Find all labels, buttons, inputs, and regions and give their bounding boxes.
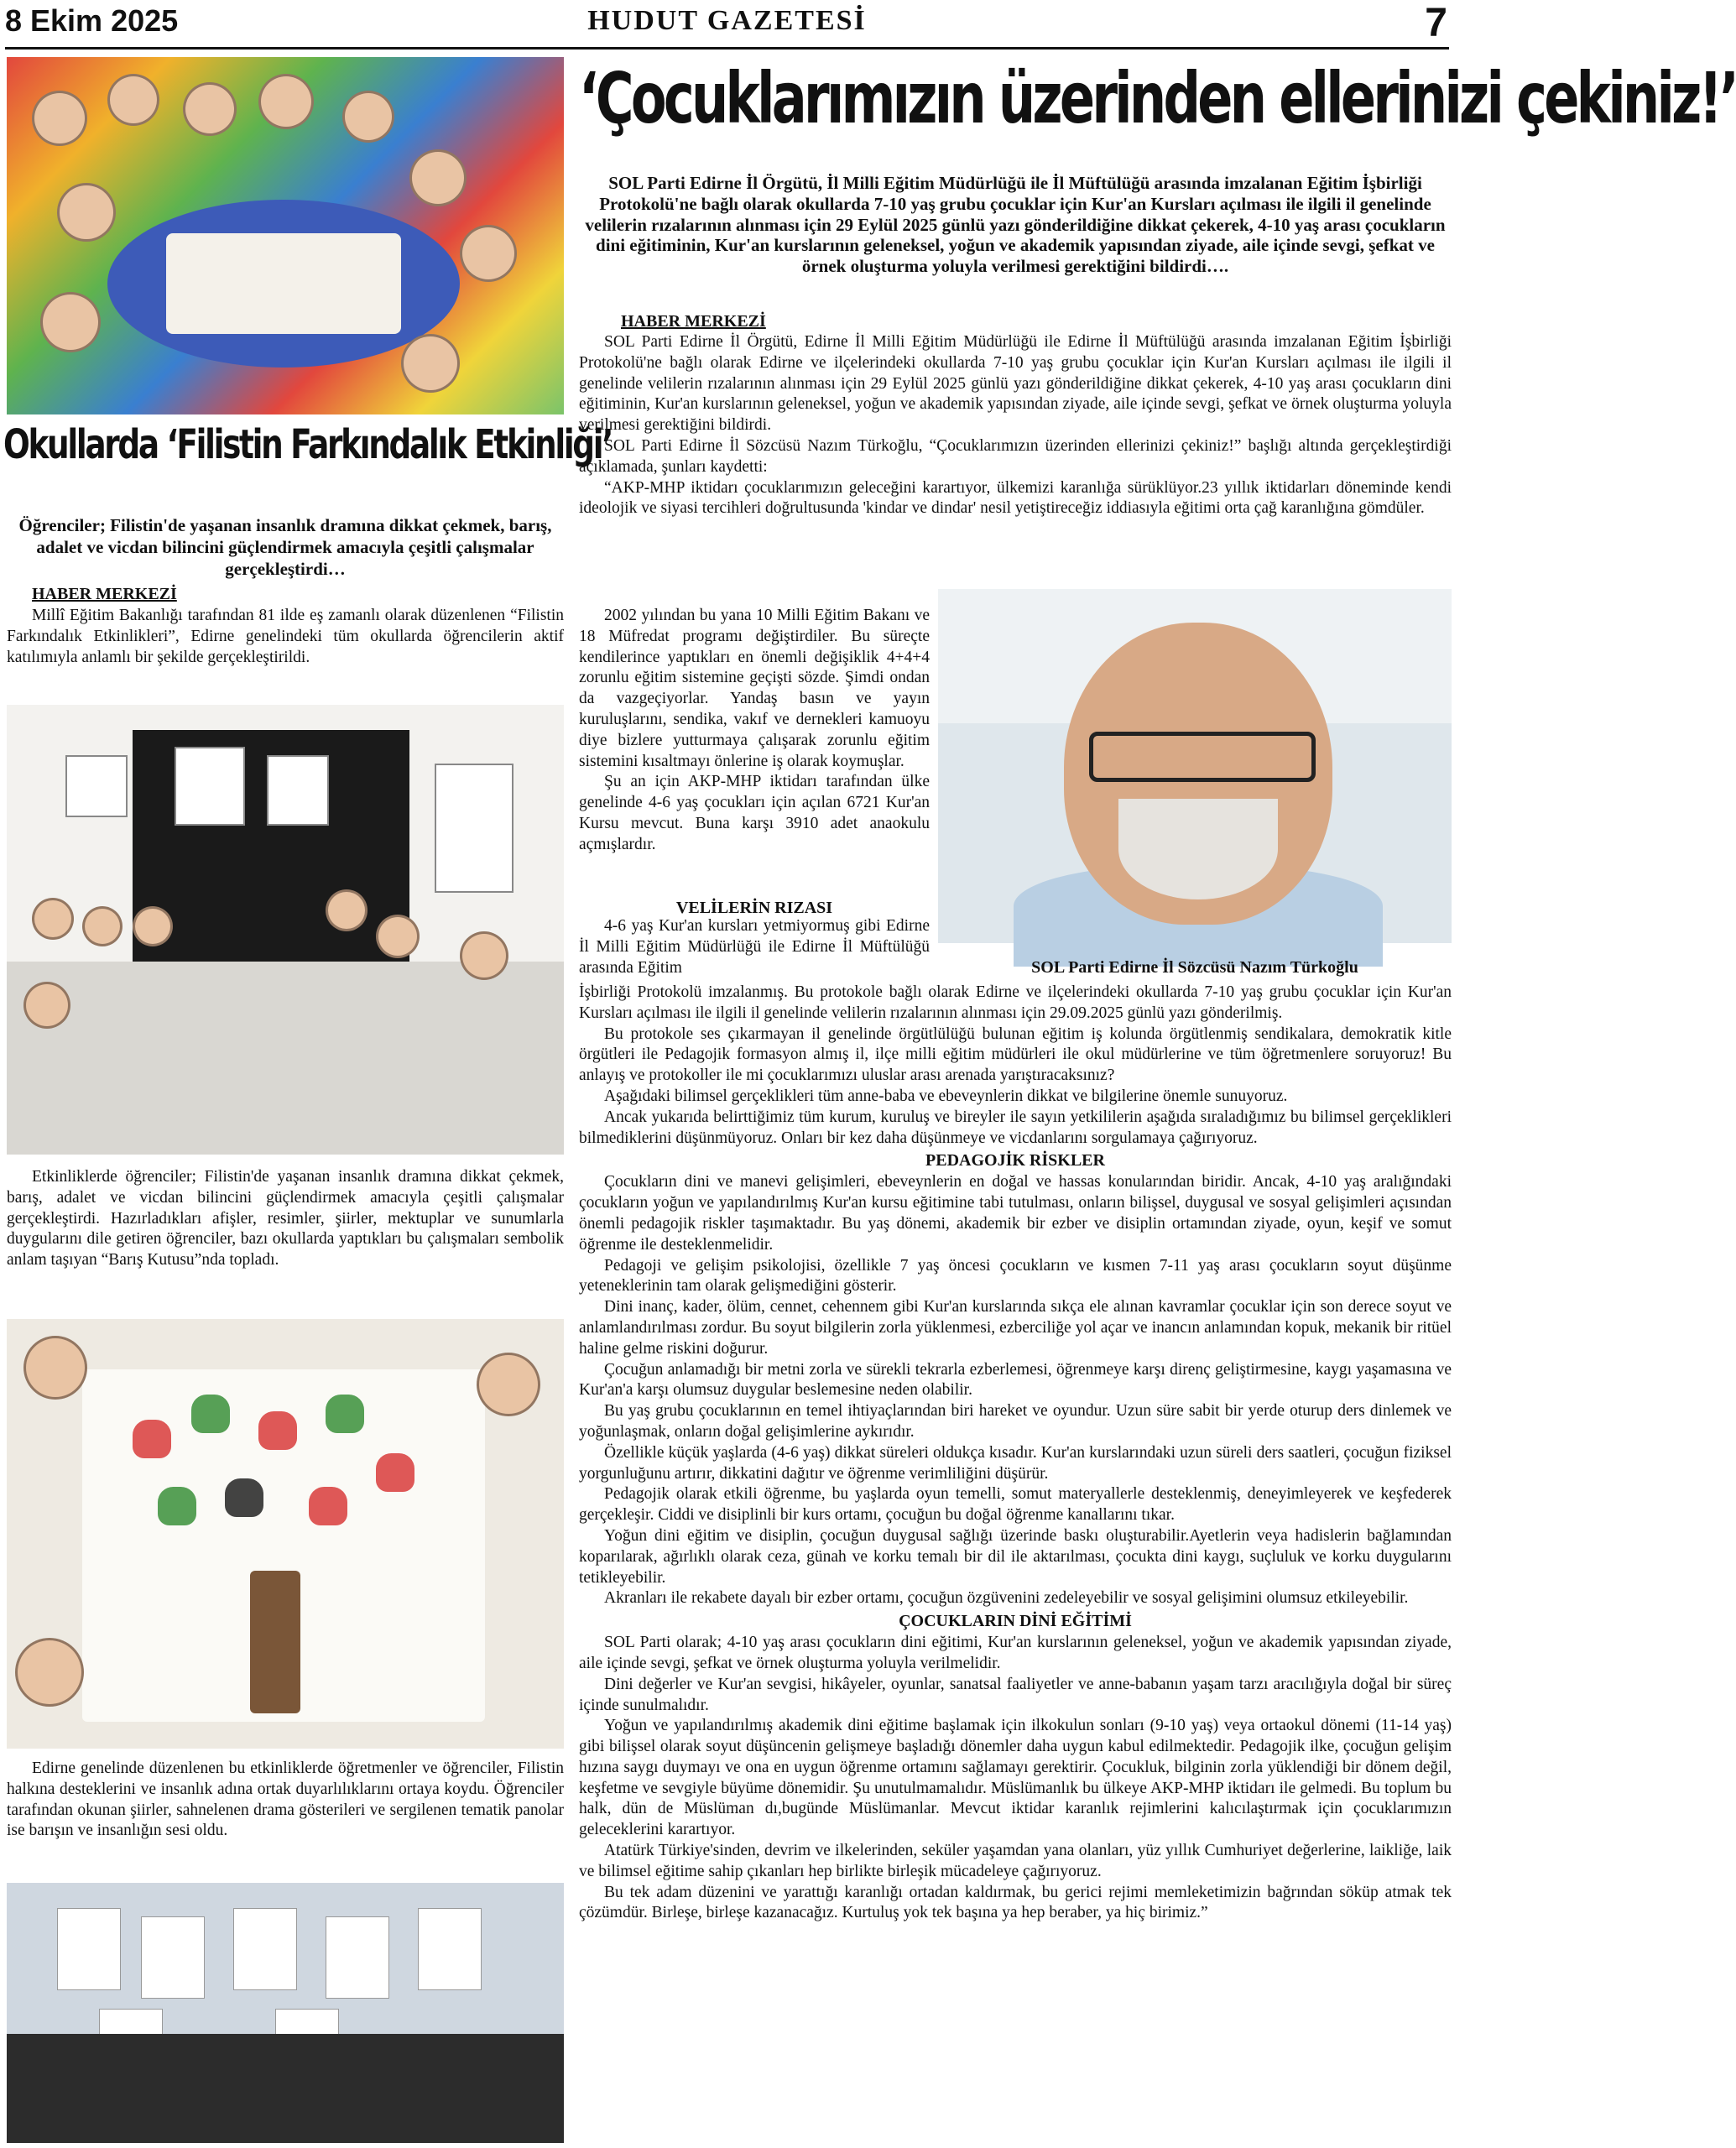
left-paragraph: Etkinliklerde öğrenciler; Filistin'de yaşanan insanlık dramına dikkat çekmek, barış, adalet ve vicdan bilincini güçlendirmek amacıyla çeşitli çalışmalar gerçekleştirdi. Hazırladıkları afişler, resimler, şiirler, mektuplar ve sunumlarla duygularını dile getiren öğrenciler, bazı okullarda yaptıkları bu çalışmaları sembolik anlam taşıyan “Barış Kutusu”nda topladı. xyxy=(7,1168,564,1270)
photo-paper-shape xyxy=(141,1916,205,1999)
right-paragraph: Yoğun ve yapılandırılmış akademik dini eğitime başlamak için ilkokulun sonları (9-10 yaş) veya ortaokul dönemi (11-14 yaş) gibi bilişsel olarak soyut düşüncenin gelişmeye başladığı dönemler daha uygun kabul edilmektedir. Pedagojik ilke, çocuğun gelişim hızına saygı duymayı ve ona en uygun öğrenme ortamını sağlamayı gerektirir. Çocukluk, bilginin zorla yüklendiği bir dönem değil, keşfetme ve sevgiyle büyüme dönemidir. Şu unutulmamalıdır. Müslümanlık bu ülkeye AKP-MHP iktidarı ile gelmedi. Bu toplum bu halk, dün de Müslüman dı,bugünde Müslümanlar. Mevcut iktidar karanlık rejimlerini kalıcılaştırmak için çocuklarımızın geleceklerini karartıyor. xyxy=(579,1717,1452,1839)
right-paragraph: Atatürk Türkiye'sinden, devrim ve ilkelerinden, seküler yaşamdan yana olanları, yüz yıllık Cumhuriyet değerlerine, laikliğe, laik ve bilimsel eğitime sahip çıkanları hep birlikte birleşik mücadeleye çağırıyoruz. xyxy=(579,1842,1452,1880)
photo-handprint-shape xyxy=(158,1487,196,1525)
right-paragraph: SOL Parti Edirne İl Sözcüsü Nazım Türkoğlu, “Çocuklarımızın üzerinden ellerinizi çekiniz!” başlığı altında gerçekleştirdiği açıklamada, şunları kaydetti: xyxy=(579,436,1452,476)
photo-beard-shape xyxy=(1118,799,1278,899)
right-paragraph: Dini inanç, kader, ölüm, cennet, cehennem gibi Kur'an kurslarında sıkça ele alınan kavramlar çocuklar için son derece soyut ve anlamlandırılması zordur. Bu soyut bilgilerin zorla yüklenmesi, ezberciliğe yol açar ve inancın anlamından kopuk, mekanik bir ritüel haline gelme riskini doğurur. xyxy=(579,1298,1452,1358)
right-paragraph: “AKP-MHP iktidarı çocuklarımızın geleceğini karartıyor, ülkemizi karanlığa sürüklüyor.23 yıllık iktidarları döneminde kendi ideolojik ve siyasi tercihleri doğrultusunda 'kindar ve dindar' nesil yetiştireceğiz iddiasıyla eğitimi orta çağ karanlığına gömdüler. xyxy=(579,478,1452,518)
right-paragraph: 2002 yılından bu yana 10 Milli Eğitim Bakanı ve 18 Müfredat programı değiştirdiler. Bu süreçte kendilerince yaptıkları en önemli değişiklik 4+4+4 zorunlu eğitim sistemine geçişti sözde. Şimdi ondan da vazgeçiyorlar. Yandaş basın ve yayın kuruluşlarını, sendika, vakıf ve dernekleri kamuoyu diye bizlere yutturmaya çalışarak zorunlu eğitim sistemini kısaltmayı önlerine iş olarak koymuşlar. xyxy=(579,607,930,770)
photo-child-head xyxy=(342,91,394,143)
photo-floor-shape xyxy=(7,962,564,1155)
photo-students-shape xyxy=(7,2034,564,2143)
photo-classroom-papers xyxy=(7,1883,564,2143)
photo-card-shape xyxy=(175,747,245,826)
right-paragraph: Pedagoji ve gelişim psikolojisi, özellikle 7 yaş öncesi çocukların ve kısmen 7-11 yaş arası çocukların soyut düşünme yeteneklerinin tam olarak gelişmediğini gösterir. xyxy=(579,1256,1452,1296)
photo-child-head xyxy=(107,74,159,126)
left-paragraph: Edirne genelinde düzenlenen bu etkinliklerde öğretmenler ve öğrenciler, Filistin halkına desteklerini ve insanlık adına ortak duyarlılıklarını ortaya koydu. Öğrenciler tarafından okunan şiirler, sahnelenen drama gösterileri ve sergilenen tematik panolar ise barışın ve insanlığın sesi oldu. xyxy=(7,1760,564,1840)
photo-child-head xyxy=(258,74,314,129)
right-narrow-column xyxy=(579,606,930,856)
photo-handprint-shape xyxy=(309,1487,347,1525)
right-paragraph: Pedagojik olarak etkili öğrenme, bu yaşlarda oyun temelli, somut materyallerle desteklenmiş, deneyimleyerek ve keşfederek gerçekleşir. Ciddi ve disiplinli bir kurs ortamı, çocuğun bu doğal öğrenme kanallarını tıkar. xyxy=(579,1485,1452,1525)
photo-paper-shape xyxy=(418,1908,482,1990)
photo-child-head xyxy=(460,225,517,282)
subheading-dini-egitim: ÇOCUKLARIN DİNİ EĞİTİMİ xyxy=(899,1612,1132,1631)
page-number: 7 xyxy=(1425,1,1447,45)
right-paragraph: Çocuğun anlamadığı bir metni zorla ve sürekli tekrarla ezberlemesi, öğrenmeye karşı direnç geliştirmesine, kaygı yaşamasına ve Kur'an'a karşı olumsuz duygular beslemesine neden olabilir. xyxy=(579,1360,1452,1400)
photo-handprint-shape xyxy=(225,1478,263,1517)
right-paragraph: Aşağıdaki bilimsel gerçeklikleri tüm anne-baba ve ebeveynlerin dikkat ve bilgilerine önemle sunuyoruz. xyxy=(604,1087,1288,1105)
photo-poster-shape xyxy=(166,233,401,334)
photo-card-shape xyxy=(435,764,514,893)
photo-child-head xyxy=(183,82,237,136)
photo-child-head xyxy=(477,1353,540,1416)
photo-portrait-spokesman xyxy=(938,589,1452,943)
right-paragraph: Bu tek adam düzenini ve yarattığı karanlığı ortadan kaldırmak, bu gerici rejimi memleketimizin bağrından söküp atmak tek çözümdür. Birleşe, birleşe kazanacağız. Kurtuluş yok tek başına ya hep beraber, ya hiç birimiz.” xyxy=(579,1883,1452,1922)
right-paragraph: SOL Parti olarak; 4-10 yaş arası çocukların dini eğitimi, Kur'an kurslarının geleneksel, yoğun ve akademik yapısından ziyade, aile içinde sevgi, şefkat ve örnek oluşturma yoluyla verilmelidir. xyxy=(579,1634,1452,1672)
right-paragraph: Bu yaş grubu çocuklarının en temel ihtiyaçlarından biri hareket ve oyundur. Uzun süre sabit bir yerde oturup ders dinlemek ve yoğunlaşmak, onların doğal gelişimlerine aykırıdır. xyxy=(579,1402,1452,1441)
photo-caption: SOL Parti Edirne İl Sözcüsü Nazım Türkoğlu xyxy=(1031,958,1358,977)
photo-child-head xyxy=(376,915,420,958)
photo-child-head xyxy=(82,906,123,946)
right-paragraph: Yoğun dini eğitim ve disiplin, çocuğun duygusal sağlığı üzerinde baskı oluşturabilir.Ayetlerin veya hadislerin bağlamından koparılarak, ağırlıklı olarak ceza, günah ve korku temalı bir dil ile aktarılması, çocukta dini kaygı, suçluluk ve korku duygularını tetikleyebilir. xyxy=(579,1526,1452,1587)
right-paragraph: SOL Parti Edirne İl Örgütü, Edirne İl Milli Eğitim Müdürlüğü ile Edirne İl Müftülüğü arasında imzalanan Eğitim İşbirliği Protokolü'ne bağlı olarak Edirne ve ilçelerindeki okullarda 7-10 yaş grubu çocuklar için Kur'an Kursları açılması ile ilgili il genelinde velilerin rızalarının alınması için 29 Eylül 2025 günlü yazı gönderildiğine dikkat çekerek, 4-10 yaş arası çocukların dini eğitiminin, Kur'an kurslarının geleneksel, yoğun ve akademik yapısından ziyade, aile içinde sevgi, şefkat ve örnek oluşturma yoluyla verilmesi gerektiğini bildirdi. xyxy=(579,333,1452,435)
photo-kids-classroom-board xyxy=(7,705,564,1155)
right-byline: HABER MERKEZİ xyxy=(621,312,766,331)
photo-kids-on-mat xyxy=(7,57,564,414)
photo-child-head xyxy=(409,149,467,206)
photo-handprint-shape xyxy=(258,1411,297,1450)
photo-handprint-shape xyxy=(191,1395,230,1433)
left-spot: Öğrenciler; Filistin'de yaşanan insanlık dramına dikkat çekmek, barış, adalet ve vicdan bilincini güçlendirmek amacıyla çeşitli çalışmalar gerçekleştirdi… xyxy=(18,515,552,579)
photo-glasses-shape xyxy=(1089,732,1316,782)
photo-child-head xyxy=(23,1336,87,1400)
photo-child-head xyxy=(401,334,460,393)
photo-handprint-tree xyxy=(7,1319,564,1749)
photo-tree-trunk-shape xyxy=(250,1571,300,1713)
right-headline: ‘Çocuklarımızın üzerinden ellerinizi çekiniz!’ xyxy=(579,57,1736,139)
photo-child-head xyxy=(326,889,368,931)
left-headline: Okullarda ‘Filistin Farkındalık Etkinliği’ xyxy=(3,421,613,468)
right-paragraph: Şu an için AKP-MHP iktidarı tarafından ülke genelinde 4-6 yaş çocukları için açılan 6721 Kur'an Kursu mevcut. Buna karşı 3910 adet anaokulu açmışlardır. xyxy=(579,773,930,853)
photo-child-head xyxy=(32,898,74,940)
photo-child-head xyxy=(40,292,101,352)
header-rule xyxy=(5,47,1449,50)
right-paragraph: Ancak yukarıda belirttiğimiz tüm kurum, kuruluş ve bireyler ile sayın yetkililerin aşağıda sıraladığımız bu bilimsel gerçeklikleri bilmediklerini düşünmüyoruz. Onları bir kez daha düşünmeye ve vicdanlarını sorgulamaya çağırıyoruz. xyxy=(579,1108,1452,1147)
right-paragraph: Dini değerler ve Kur'an sevgisi, hikâyeler, oyunlar, sanatsal faaliyetler ve anne-babanın yaşam tarzı aracılığıyla doğal bir süreç içinde sunulmalıdır. xyxy=(579,1675,1452,1714)
photo-card-shape xyxy=(267,755,329,826)
photo-child-head xyxy=(57,183,116,242)
right-paragraph: Çocukların dini ve manevi gelişimleri, ebeveynlerin en doğal ve hassas konularından biridir. Ancak, 4-10 yaş aralığındaki çocukların yoğun ve yapılandırılmış Kur'an kursu eğitimine tabi tutulması, onların bilişsel, duygusal ve sosyal gelişimleri açısından önemli pedagojik riskler taşımaktadır. Bu yaş dönemi, akademik bir ezber ve disiplin ortamından ziyade, oyun, keşif ve somut öğrenme ile desteklenmelidir. xyxy=(579,1173,1452,1254)
photo-child-head xyxy=(460,931,508,980)
right-paragraph: Bu protokole ses çıkarmayan il genelinde örgütlülüğü bulunan eğitim iş kolunda örgütlenmiş sendikalara, demokratik kitle örgütleri ile Pedagojik formasyon almış il, ilçe milli eğitim müdürleri ile okul müdürlerine ve tüm öğretmenlere soruyoruz! Bu anlayış ve protokoller ile mi çocuklarımızı uluslar arası arenada yarıştıracaksınız? xyxy=(579,1024,1452,1085)
photo-child-head xyxy=(133,906,173,946)
right-spot: SOL Parti Edirne İl Örgütü, İl Milli Eğitim Müdürlüğü ile İl Müftülüğü arasında imzalanan Eğitim İşbirliği Protokolü'ne bağlı olarak okullarda 7-10 yaş grubu çocuklar için Kur'an Kursları açılması ile ilgili il genelinde velilerin rızalarının alınması için 29 Eylül 2025 günlü yazı gönderildiğine dikkat çekerek, 4-10 yaş arası çocukların dini eğitiminin, Kur'an kurslarının geleneksel, yoğun ve akademik yapısından ziyade, aile içinde sevgi, şefkat ve örnek oluşturma yoluyla verilmesi gerektiğini bildirdi…. xyxy=(585,173,1446,277)
photo-handprint-shape xyxy=(326,1395,364,1433)
page-header xyxy=(0,0,1454,52)
right-paragraph: 4-6 yaş Kur'an kursları yetmiyormuş gibi Edirne İl Milli Eğitim Müdürlüğü ile Edirne İl Müftülüğü arasında Eğitim xyxy=(579,917,930,977)
photo-handprint-shape xyxy=(133,1420,171,1458)
photo-paper-shape xyxy=(326,1916,389,1999)
subheading-pedagojik: PEDAGOJİK RİSKLER xyxy=(925,1151,1105,1170)
newspaper-name: HUDUT GAZETESİ xyxy=(587,5,867,36)
subheading-veliler: VELİLERİN RIZASI xyxy=(675,899,833,917)
photo-child-head xyxy=(23,982,70,1029)
photo-handprint-shape xyxy=(376,1453,414,1492)
issue-date: 8 Ekim 2025 xyxy=(5,3,179,38)
photo-card-shape xyxy=(65,755,128,817)
right-intro xyxy=(579,332,1452,519)
right-paragraph: İşbirliği Protokolü imzalanmış. Bu protokole bağlı olarak Edirne ve ilçelerindeki okullarda 7-10 yaş grubu çocuklar için Kur'an Kursları açılması ile ilgili il genelinde velilerin rızalarının alınması için 29.09.2025 günlü yazı gönderilmiş. xyxy=(579,983,1452,1022)
photo-paper-shape xyxy=(233,1908,297,1990)
right-paragraph: Özellikle küçük yaşlarda (4-6 yaş) dikkat süreleri oldukça kısadır. Kur'an kurslarındaki uzun süreli ders saatleri, çocuğun fiziksel yorgunluğunu artırır, dikkatini dağıtır ve öğrenme verimliliğini düşürür. xyxy=(579,1443,1452,1483)
photo-child-head xyxy=(15,1638,84,1707)
left-byline: HABER MERKEZİ xyxy=(32,585,177,603)
photo-paper-shape xyxy=(57,1908,121,1990)
photo-child-head xyxy=(32,91,87,146)
left-paragraph: Millî Eğitim Bakanlığı tarafından 81 ilde eş zamanlı olarak düzenlenen “Filistin Farkındalık Etkinlikleri”, Edirne genelindeki tüm okullarda öğrencilerin aktif katılımıyla anlamlı bir şekilde gerçekleştirildi. xyxy=(7,607,564,666)
right-main-body xyxy=(579,983,1452,1924)
right-paragraph: Akranları ile rekabete dayalı bir ezber ortamı, çocuğun özgüvenini zedeleyebilir ve sosyal gelişimini olumsuz etkileyebilir. xyxy=(604,1589,1409,1608)
